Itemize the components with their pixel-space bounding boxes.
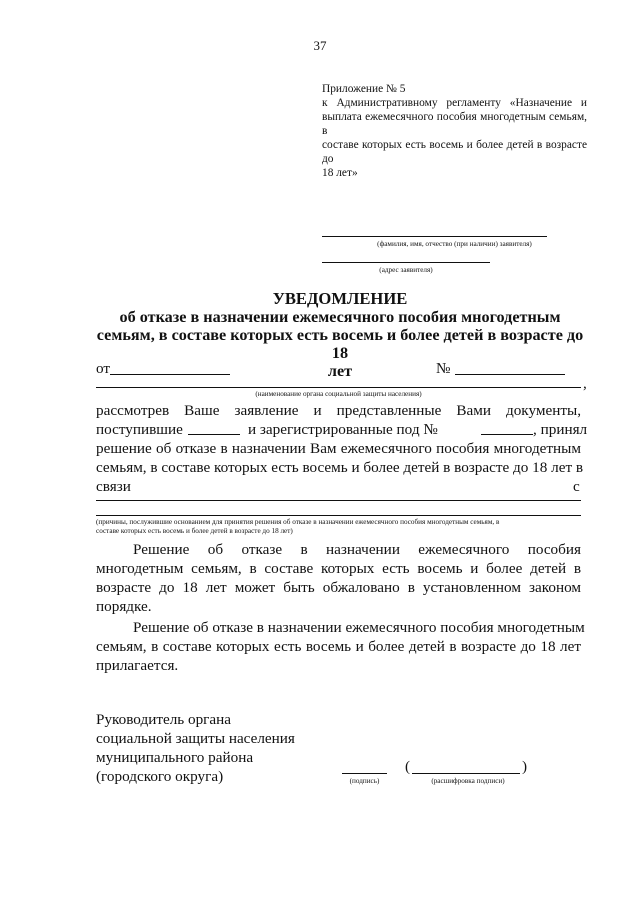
reasons-field-1[interactable]: [96, 500, 581, 501]
signature-caption: (подпись): [349, 777, 380, 785]
paragraph-1-line-1: рассмотрев Ваше заявление и представленные Вами документы,: [96, 402, 581, 419]
accepted-label: , принял: [533, 421, 588, 438]
notice-heading: УВЕДОМЛЕНИЕ: [272, 289, 408, 308]
paragraph-1-line-5-start: связи: [96, 478, 131, 495]
registered-label: и зарегистрированные под №: [248, 421, 438, 438]
organization-caption: (наименование органа социальной защиты населения): [255, 390, 422, 398]
appendix-line-4: составе которых есть восемь и более детей в возрасте до: [322, 139, 587, 165]
paragraph-3-line-1: Решение об отказе в назначении ежемесячного пособия многодетным: [133, 619, 585, 636]
paragraph-3-line-2: семьям, в составе которых есть восемь и более детей в возрасте до 18 лет: [96, 638, 581, 655]
reasons-caption-2: составе которых есть восемь и более детей в возрасте до 18 лет): [96, 527, 293, 535]
paragraph-2-line-4: порядке.: [96, 598, 152, 615]
notice-subtitle-line-1: об отказе в назначении ежемесячного пособия многодетным: [119, 308, 561, 326]
received-date-field[interactable]: [188, 434, 240, 435]
appendix-line-3: выплата ежемесячного пособия многодетным семьям, в: [322, 111, 587, 137]
reasons-field-2[interactable]: [96, 515, 581, 516]
paragraph-2-line-1: Решение об отказе в назначении ежемесячного пособия: [133, 541, 581, 558]
from-label: от: [96, 360, 111, 377]
applicant-name-line[interactable]: [322, 236, 547, 237]
notice-subtitle-line-3: лет: [327, 362, 353, 380]
signatory-line-3: муниципального района: [96, 749, 254, 766]
signature-decoding-field[interactable]: [412, 773, 520, 774]
signatory-line-1: Руководитель органа: [96, 711, 232, 728]
organization-field[interactable]: [96, 387, 581, 388]
signatory-block: [96, 710, 295, 786]
paragraph-1-line-4: семьям, в составе которых есть восемь и более детей в возрасте до 18 лет в: [96, 459, 584, 476]
decoding-open-paren: (: [405, 758, 411, 775]
received-label: поступившие: [96, 421, 183, 438]
notice-number-field[interactable]: [455, 374, 565, 375]
reasons-caption-1: (причины, послужившие основанием для принятия решения об отказе в назначении ежемесячного пособия многодетным семьям, в: [96, 518, 500, 526]
appendix-line-2: к Административному регламенту «Назначение и: [322, 97, 587, 109]
decoding-close-paren: ): [522, 758, 528, 775]
paragraph-1-line-3: решение об отказе в назначении Вам ежемесячного пособия многодетным: [96, 440, 581, 457]
organization-comma: ,: [583, 375, 587, 392]
registration-number-field[interactable]: [481, 434, 533, 435]
appendix-line-1: Приложение № 5: [322, 83, 406, 95]
decoding-caption: (расшифровка подписи): [431, 777, 505, 785]
applicant-name-caption: (фамилия, имя, отчество (при наличии) заявителя): [377, 240, 532, 248]
notice-subtitle-line-2: семьям, в составе которых есть восемь и более детей в возрасте до 18: [96, 326, 584, 362]
paragraph-2-line-3: возрасте до 18 лет может быть обжаловано в установленном законом: [96, 579, 581, 596]
notice-title: [90, 290, 590, 380]
appendix-header: [322, 82, 587, 180]
paragraph-1-line-2: [96, 420, 588, 439]
applicant-address-line[interactable]: [322, 262, 490, 263]
signatory-line-2: социальной защиты населения: [96, 730, 295, 747]
paragraph-3-line-3: прилагается.: [96, 657, 179, 674]
paragraph-1-line-5-end: с: [573, 478, 580, 495]
from-date-field[interactable]: [110, 374, 230, 375]
applicant-address-caption: (адрес заявителя): [379, 266, 433, 274]
paragraph-2-line-2: многодетным семьям, в составе которых есть восемь и более детей в: [96, 560, 581, 577]
page-number: 37: [313, 38, 327, 53]
appendix-line-5: 18 лет»: [322, 167, 358, 179]
signatory-line-4: (городского округа): [96, 768, 224, 785]
signature-field[interactable]: [342, 773, 387, 774]
number-label: №: [436, 360, 451, 377]
